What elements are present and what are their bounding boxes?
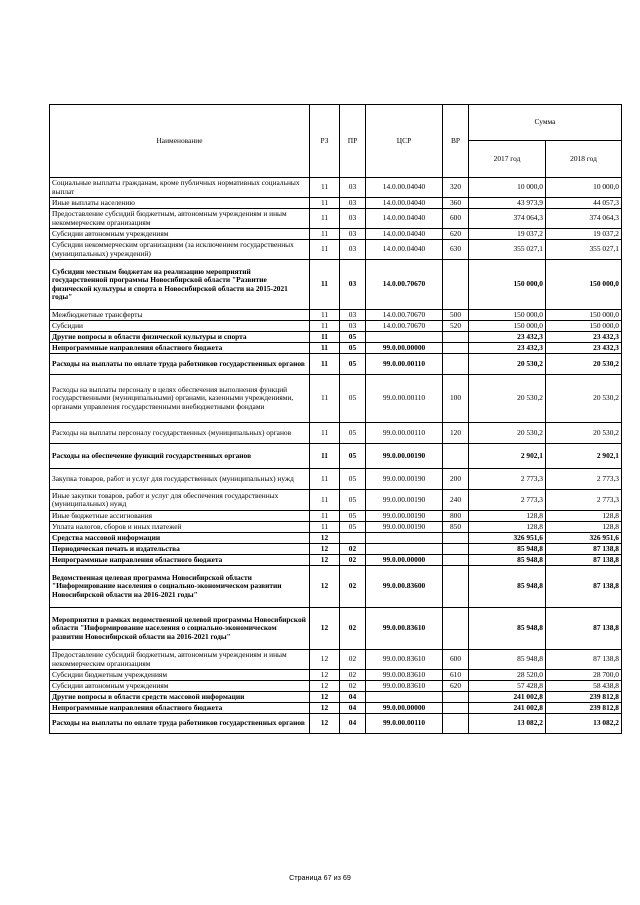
row-value-2018: 150 000,0: [546, 260, 622, 310]
row-pr: 05: [340, 444, 366, 469]
table-row: [50, 198, 622, 209]
row-value-2017: 13 082,2: [469, 714, 546, 734]
row-csr: 14.0.00.70670: [366, 310, 443, 321]
row-pr: 04: [340, 703, 366, 714]
table-body: [50, 178, 622, 734]
header-year-2018: 2018 год: [546, 141, 622, 178]
row-name: Уплата налогов, сборов и иных платежей: [50, 522, 310, 533]
row-csr: 99.0.00.00110: [366, 375, 443, 423]
row-value-2017: 374 064,3: [469, 209, 546, 229]
page-number: Страница 67 из 69: [289, 873, 351, 882]
row-vr: [443, 555, 469, 566]
row-name: Иные закупки товаров, работ и услуг для обеспечения государственных (муниципальных) нужд: [50, 490, 310, 511]
row-value-2017: 19 037,2: [469, 229, 546, 240]
row-value-2017: 128,8: [469, 522, 546, 533]
row-value-2017: 85 948,8: [469, 608, 546, 650]
row-value-2017: 2 773,3: [469, 469, 546, 490]
row-rz: 11: [310, 260, 340, 310]
row-rz: 11: [310, 469, 340, 490]
row-value-2017: 2 902,1: [469, 444, 546, 469]
budget-table: [49, 104, 622, 734]
header-rz: РЗ: [310, 105, 340, 178]
row-vr: 600: [443, 209, 469, 229]
row-csr: 14.0.00.04040: [366, 229, 443, 240]
table-row: [50, 608, 622, 650]
table-row: [50, 681, 622, 692]
row-name: Ведомственная целевая программа Новосибирской области "Информирование населения о социально-экономическом развитии Новосибирской области на 2016-2021 годы": [50, 566, 310, 608]
table-row: [50, 490, 622, 511]
row-vr: [443, 332, 469, 343]
header-year-2017: 2017 год: [469, 141, 546, 178]
row-value-2018: 20 530,2: [546, 423, 622, 444]
row-rz: 11: [310, 178, 340, 198]
row-csr: [366, 692, 443, 703]
row-name: Иные выплаты населению: [50, 198, 310, 209]
row-value-2018: 28 700,0: [546, 670, 622, 681]
row-csr: 14.0.00.04040: [366, 240, 443, 260]
header-csr: ЦСР: [366, 105, 443, 178]
row-value-2018: 355 027,1: [546, 240, 622, 260]
row-name: Непрограммные направления областного бюджета: [50, 343, 310, 354]
row-rz: 12: [310, 692, 340, 703]
row-value-2017: 2 773,3: [469, 490, 546, 511]
row-csr: 99.0.00.00110: [366, 423, 443, 444]
row-rz: 12: [310, 670, 340, 681]
table-row: [50, 240, 622, 260]
row-pr: 03: [340, 229, 366, 240]
row-pr: 05: [340, 343, 366, 354]
row-vr: 500: [443, 310, 469, 321]
row-value-2017: 85 948,8: [469, 650, 546, 670]
table-row: [50, 650, 622, 670]
row-vr: 850: [443, 522, 469, 533]
row-pr: 03: [340, 260, 366, 310]
row-csr: [366, 544, 443, 555]
row-value-2017: 128,8: [469, 511, 546, 522]
row-vr: [443, 544, 469, 555]
table-row: [50, 260, 622, 310]
row-value-2018: 20 530,2: [546, 354, 622, 375]
row-value-2017: 20 530,2: [469, 354, 546, 375]
row-csr: 14.0.00.70670: [366, 321, 443, 332]
row-csr: 99.0.00.00110: [366, 714, 443, 734]
row-csr: 99.0.00.83610: [366, 650, 443, 670]
row-rz: 11: [310, 343, 340, 354]
row-vr: 620: [443, 229, 469, 240]
table-row: [50, 522, 622, 533]
row-csr: 99.0.00.00190: [366, 490, 443, 511]
row-rz: 11: [310, 332, 340, 343]
row-name: Расходы на обеспечение функций государственных органов: [50, 444, 310, 469]
table-row: [50, 670, 622, 681]
table-row: [50, 354, 622, 375]
row-csr: [366, 533, 443, 544]
row-value-2017: 20 530,2: [469, 423, 546, 444]
row-value-2018: 58 438,8: [546, 681, 622, 692]
row-rz: 12: [310, 566, 340, 608]
row-value-2017: 150 000,0: [469, 310, 546, 321]
table-row: [50, 321, 622, 332]
row-name: Средства массовой информации: [50, 533, 310, 544]
row-pr: 05: [340, 332, 366, 343]
row-vr: 200: [443, 469, 469, 490]
row-value-2017: 43 973,9: [469, 198, 546, 209]
header-vr: ВР: [443, 105, 469, 178]
table-row: [50, 566, 622, 608]
row-csr: 14.0.00.70670: [366, 260, 443, 310]
row-pr: 05: [340, 375, 366, 423]
row-rz: 11: [310, 444, 340, 469]
table-row: [50, 692, 622, 703]
row-name: Расходы на выплаты персоналу государственных (муниципальных) органов: [50, 423, 310, 444]
row-value-2018: 326 951,6: [546, 533, 622, 544]
row-vr: 520: [443, 321, 469, 332]
row-name: Субсидии бюджетным учреждениям: [50, 670, 310, 681]
row-value-2018: 128,8: [546, 522, 622, 533]
row-pr: 02: [340, 566, 366, 608]
row-value-2018: 87 138,8: [546, 566, 622, 608]
row-pr: [340, 533, 366, 544]
table-row: [50, 469, 622, 490]
row-value-2018: 2 773,3: [546, 469, 622, 490]
table-row: [50, 332, 622, 343]
row-csr: 99.0.00.83610: [366, 681, 443, 692]
table-row: [50, 209, 622, 229]
table-row: [50, 178, 622, 198]
row-rz: 12: [310, 703, 340, 714]
row-value-2018: 2 902,1: [546, 444, 622, 469]
row-pr: 03: [340, 178, 366, 198]
row-name: Мероприятия в рамках ведомственной целевой программы Новосибирской области "Информирование населения о социально-экономическом развитии Новосибирской области на 2016-2021 годы": [50, 608, 310, 650]
row-value-2017: 28 520,0: [469, 670, 546, 681]
row-value-2017: 23 432,3: [469, 343, 546, 354]
row-value-2017: 85 948,8: [469, 544, 546, 555]
row-rz: 11: [310, 375, 340, 423]
row-rz: 11: [310, 522, 340, 533]
row-value-2018: 20 530,2: [546, 375, 622, 423]
row-pr: 04: [340, 714, 366, 734]
row-value-2018: 13 082,2: [546, 714, 622, 734]
row-value-2018: 23 432,3: [546, 343, 622, 354]
row-name: Непрограммные направления областного бюджета: [50, 555, 310, 566]
row-name: Межбюджетные трансферты: [50, 310, 310, 321]
row-pr: 02: [340, 650, 366, 670]
row-name: Предоставление субсидий бюджетным, автономным учреждениям и иным некоммерческим организациям: [50, 650, 310, 670]
row-name: Другие вопросы в области физической культуры и спорта: [50, 332, 310, 343]
row-rz: 11: [310, 240, 340, 260]
table-header: [50, 105, 622, 178]
row-csr: 99.0.00.00190: [366, 522, 443, 533]
row-value-2018: 150 000,0: [546, 321, 622, 332]
row-pr: 03: [340, 240, 366, 260]
row-csr: 99.0.00.83610: [366, 670, 443, 681]
row-rz: 12: [310, 714, 340, 734]
row-vr: 240: [443, 490, 469, 511]
row-csr: 14.0.00.04040: [366, 198, 443, 209]
row-vr: [443, 692, 469, 703]
row-value-2018: 87 138,8: [546, 608, 622, 650]
row-pr: 03: [340, 321, 366, 332]
row-name: Закупка товаров, работ и услуг для государственных (муниципальных) нужд: [50, 469, 310, 490]
row-value-2018: 87 138,8: [546, 555, 622, 566]
table-row: [50, 423, 622, 444]
row-rz: 11: [310, 198, 340, 209]
row-name: Субсидии автономным учреждениям: [50, 681, 310, 692]
row-vr: 800: [443, 511, 469, 522]
row-name: Непрограммные направления областного бюджета: [50, 703, 310, 714]
row-name: Субсидии некоммерческим организациям (за исключением государственных (муниципальных) учреждений): [50, 240, 310, 260]
row-value-2018: 23 432,3: [546, 332, 622, 343]
row-vr: [443, 343, 469, 354]
row-name: Расходы на выплаты по оплате труда работников государственных органов: [50, 354, 310, 375]
row-vr: 100: [443, 375, 469, 423]
row-name: Субсидии автономным учреждениям: [50, 229, 310, 240]
row-value-2017: 150 000,0: [469, 321, 546, 332]
row-value-2018: 87 138,8: [546, 650, 622, 670]
table-row: [50, 343, 622, 354]
row-rz: 11: [310, 354, 340, 375]
row-csr: 14.0.00.04040: [366, 178, 443, 198]
table-row: [50, 714, 622, 734]
table-row: [50, 533, 622, 544]
row-name: Предоставление субсидий бюджетным, автономным учреждениям и иным некоммерческим организациям: [50, 209, 310, 229]
row-name: Периодическая печать и издательства: [50, 544, 310, 555]
row-pr: 03: [340, 310, 366, 321]
row-name: Субсидии местным бюджетам на реализацию мероприятий государственной программы Новосибирской области "Развитие физической культуры и спорта в Новосибирской области на 2015-2021 годы": [50, 260, 310, 310]
row-csr: 14.0.00.04040: [366, 209, 443, 229]
row-value-2018: 44 057,3: [546, 198, 622, 209]
row-value-2018: 239 812,8: [546, 692, 622, 703]
row-value-2017: 150 000,0: [469, 260, 546, 310]
row-rz: 11: [310, 229, 340, 240]
row-vr: [443, 444, 469, 469]
row-name: Расходы на выплаты персоналу в целях обеспечения выполнения функций государственными (муниципальными) органами, казенными учреждениями, органами управления государственными внебюджетными фондами: [50, 375, 310, 423]
row-value-2018: 2 773,3: [546, 490, 622, 511]
row-value-2018: 87 138,8: [546, 544, 622, 555]
row-name: Субсидии: [50, 321, 310, 332]
header-name: Наименование: [50, 105, 310, 178]
row-value-2018: 19 037,2: [546, 229, 622, 240]
row-pr: 05: [340, 469, 366, 490]
row-rz: 12: [310, 650, 340, 670]
row-rz: 11: [310, 310, 340, 321]
row-vr: [443, 608, 469, 650]
row-rz: 11: [310, 423, 340, 444]
row-rz: 12: [310, 533, 340, 544]
row-vr: [443, 260, 469, 310]
row-value-2018: 150 000,0: [546, 310, 622, 321]
row-value-2018: 239 812,8: [546, 703, 622, 714]
row-pr: 04: [340, 692, 366, 703]
row-value-2017: 355 027,1: [469, 240, 546, 260]
row-value-2017: 85 948,8: [469, 566, 546, 608]
row-pr: 05: [340, 522, 366, 533]
row-csr: 99.0.00.00190: [366, 444, 443, 469]
row-vr: 620: [443, 681, 469, 692]
row-value-2018: 10 000,0: [546, 178, 622, 198]
row-vr: [443, 703, 469, 714]
row-vr: [443, 714, 469, 734]
row-value-2017: 241 002,8: [469, 692, 546, 703]
row-value-2018: 374 064,3: [546, 209, 622, 229]
row-pr: 02: [340, 681, 366, 692]
row-rz: 12: [310, 555, 340, 566]
row-name: Расходы на выплаты по оплате труда работников государственных органов: [50, 714, 310, 734]
row-csr: 99.0.00.00000: [366, 555, 443, 566]
row-csr: 99.0.00.00110: [366, 354, 443, 375]
header-pr: ПР: [340, 105, 366, 178]
row-value-2017: 10 000,0: [469, 178, 546, 198]
row-rz: 12: [310, 608, 340, 650]
row-rz: 12: [310, 544, 340, 555]
header-sum: Сумма: [469, 105, 622, 141]
row-rz: 12: [310, 681, 340, 692]
row-csr: 99.0.00.00190: [366, 469, 443, 490]
table-row: [50, 444, 622, 469]
table-row: [50, 703, 622, 714]
row-vr: 600: [443, 650, 469, 670]
row-name: Другие вопросы в области средств массовой информации: [50, 692, 310, 703]
row-name: Иные бюджетные ассигнования: [50, 511, 310, 522]
row-vr: [443, 354, 469, 375]
table-row: [50, 375, 622, 423]
row-name: Социальные выплаты гражданам, кроме публичных нормативных социальных выплат: [50, 178, 310, 198]
row-csr: 99.0.00.83600: [366, 566, 443, 608]
table-row: [50, 544, 622, 555]
row-vr: [443, 533, 469, 544]
row-csr: 99.0.00.83610: [366, 608, 443, 650]
row-pr: 05: [340, 423, 366, 444]
row-rz: 11: [310, 209, 340, 229]
row-pr: 02: [340, 544, 366, 555]
row-value-2017: 23 432,3: [469, 332, 546, 343]
row-csr: 99.0.00.00000: [366, 343, 443, 354]
row-csr: 99.0.00.00000: [366, 703, 443, 714]
row-pr: 05: [340, 354, 366, 375]
row-value-2017: 241 002,8: [469, 703, 546, 714]
row-vr: 610: [443, 670, 469, 681]
row-pr: 02: [340, 670, 366, 681]
row-csr: [366, 332, 443, 343]
table-row: [50, 555, 622, 566]
row-pr: 03: [340, 209, 366, 229]
table-row: [50, 229, 622, 240]
row-rz: 11: [310, 321, 340, 332]
row-vr: 630: [443, 240, 469, 260]
row-value-2017: 85 948,8: [469, 555, 546, 566]
table-row: [50, 511, 622, 522]
row-value-2018: 128,8: [546, 511, 622, 522]
row-value-2017: 57 428,8: [469, 681, 546, 692]
row-pr: 02: [340, 555, 366, 566]
row-pr: 05: [340, 511, 366, 522]
row-pr: 03: [340, 198, 366, 209]
row-pr: 02: [340, 608, 366, 650]
row-rz: 11: [310, 511, 340, 522]
row-vr: 360: [443, 198, 469, 209]
table-row: [50, 310, 622, 321]
row-value-2017: 20 530,2: [469, 375, 546, 423]
row-pr: 05: [340, 490, 366, 511]
row-rz: 11: [310, 490, 340, 511]
row-vr: [443, 566, 469, 608]
row-vr: 120: [443, 423, 469, 444]
row-csr: 99.0.00.00190: [366, 511, 443, 522]
row-vr: 320: [443, 178, 469, 198]
row-value-2017: 326 951,6: [469, 533, 546, 544]
